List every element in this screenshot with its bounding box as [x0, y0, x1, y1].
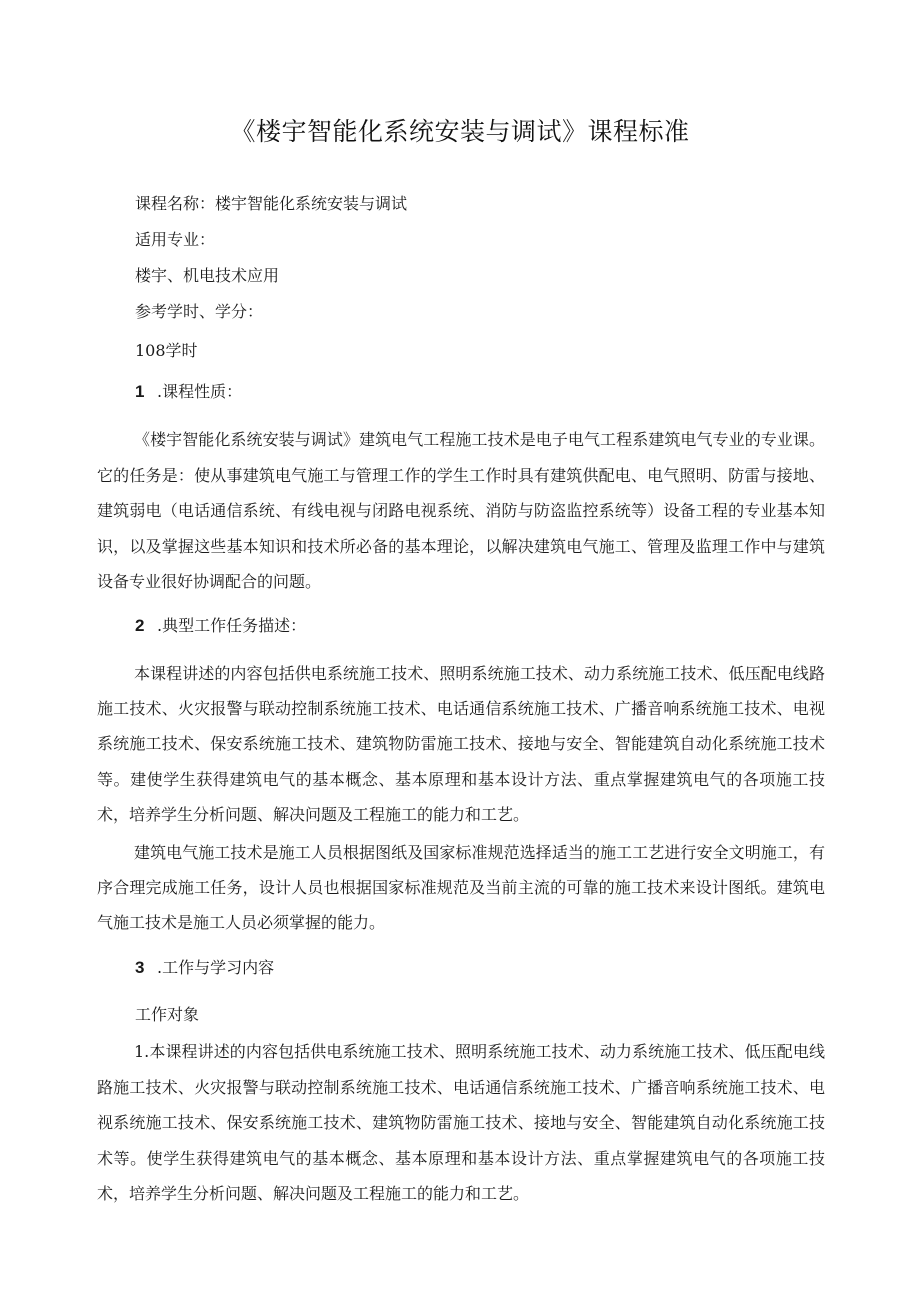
section-2-paragraph-2: 建筑电气施工技术是施工人员根据图纸及国家标准规范选择适当的施工工艺进行安全文明施工，有序合理完成施工任务，设计人员也根据国家标准规范及当前主流的可靠的施工技术来设计图纸。建筑电气施工技术是施工人员必须掌握的能力。 [97, 843, 825, 933]
section-2-number: 2 [135, 616, 145, 635]
section-3-title: .工作与学习内容 [157, 958, 275, 977]
course-name-line: 课程名称：楼宇智能化系统安装与调试 [135, 194, 408, 213]
major-label: 适用专业： [135, 230, 216, 249]
page-title: 《楼宇智能化系统安装与调试》课程标准 [230, 117, 690, 146]
section-2-paragraph-1: 本课程讲述的内容包括供电系统施工技术、照明系统施工技术、动力系统施工技术、低压配电线路施工技术、火灾报警与联动控制系统施工技术、电话通信系统施工技术、广播音响系统施工技术、电视系统施工技术、保安系统施工技术、建筑物防雷施工技术、接地与安全、智能建筑自动化系统施工技术等。建使学生获得建筑电气的基本概念、基本原理和基本设计方法、重点掌握建筑电气的各项施工技术，培养学生分析问题、解决问题及工程施工的能力和工艺。 [97, 664, 825, 824]
section-1-number: 1 [135, 382, 145, 401]
section-2-title: .典型工作任务描述： [157, 616, 307, 635]
section-1-paragraph: 《楼宇智能化系统安装与调试》建筑电气工程施工技术是电子电气工程系建筑电气专业的专业课。它的任务是：使从事建筑电气施工与管理工作的学生工作时具有建筑供配电、电气照明、防雷与接地、建筑弱电（电话通信系统、有线电视与闭路电视系统、消防与防盗监控系统等）设备工程的专业基本知识，以及掌握这些基本知识和技术所必备的基本理论，以解决建筑电气施工、管理及监理工作中与建筑设备专业很好协调配合的问题。 [97, 430, 825, 592]
hours-label: 参考学时、学分： [135, 302, 264, 321]
hours-value: 108学时 [135, 341, 198, 360]
major-value: 楼宇、机电技术应用 [135, 266, 280, 285]
section-1-title: .课程性质： [157, 382, 243, 401]
section-2-heading [135, 616, 306, 636]
section-3-heading [135, 958, 274, 978]
section-3-number: 3 [135, 958, 145, 977]
section-3-paragraph: 1.本课程讲述的内容包括供电系统施工技术、照明系统施工技术、动力系统施工技术、低压配电线路施工技术、火灾报警与联动控制系统施工技术、电话通信系统施工技术、广播音响系统施工技术、电视系统施工技术、保安系统施工技术、建筑物防雷施工技术、接地与安全、智能建筑自动化系统施工技术等。使学生获得建筑电气的基本概念、基本原理和基本设计方法、重点掌握建筑电气的各项施工技术，培养学生分析问题、解决问题及工程施工的能力和工艺。 [97, 1042, 825, 1204]
section-1-heading [135, 382, 242, 402]
section-3-subheading: 工作对象 [135, 1005, 200, 1024]
